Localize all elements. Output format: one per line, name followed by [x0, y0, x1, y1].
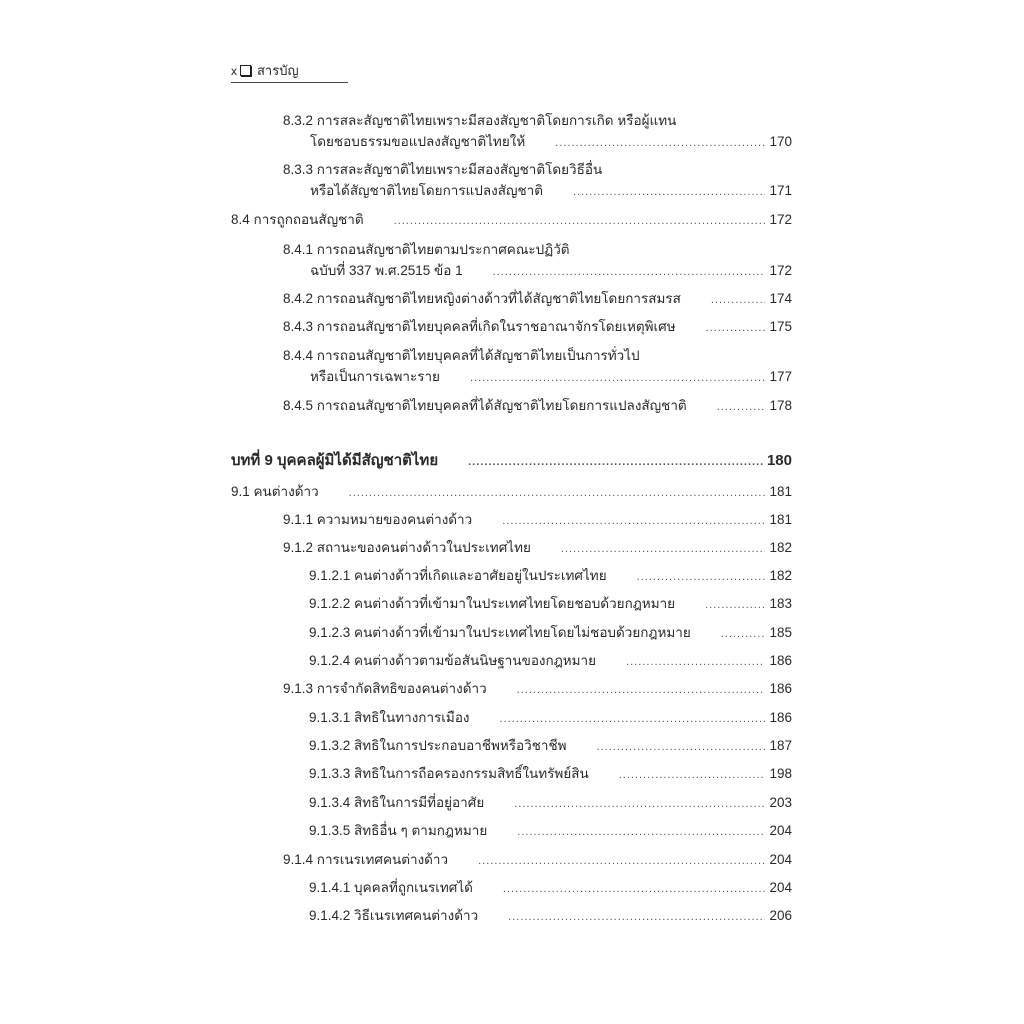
toc-entry-9-1-3-2[interactable]: [309, 737, 792, 756]
leader-dots: [508, 908, 765, 926]
toc-title: 9.1.4.1 บุคคลที่ถูกเนรเทศได้: [309, 880, 473, 895]
toc-line: [231, 483, 792, 502]
leader-dots: [493, 263, 766, 281]
toc-entry-8-4-4[interactable]: [283, 347, 792, 387]
page-number: 182: [769, 540, 792, 555]
toc-entry-9-1-2[interactable]: [283, 539, 792, 558]
leader-dots: [470, 369, 766, 387]
toc-entry-8-4-3[interactable]: [283, 318, 792, 337]
leader-dots: [502, 512, 765, 530]
header-title: สารบัญ: [257, 63, 299, 78]
page-number: 182: [769, 568, 792, 583]
toc-line: [283, 511, 792, 530]
toc-line: [309, 907, 792, 926]
page-number: 172: [769, 263, 792, 278]
toc-line: [283, 368, 792, 387]
toc-line: [231, 211, 792, 230]
toc-entry-8-3-2[interactable]: [283, 112, 792, 152]
leader-dots: [706, 319, 766, 337]
toc-line: [283, 290, 792, 309]
toc-line: [309, 879, 792, 898]
checkbox-square-icon: [240, 65, 251, 76]
toc-entry-9-1-1[interactable]: [283, 511, 792, 530]
leader-dots: [717, 398, 766, 416]
page-number: 204: [769, 823, 792, 838]
toc-line: [283, 680, 792, 699]
toc-line: [283, 397, 792, 416]
running-header: [231, 62, 348, 83]
toc-line: [309, 737, 792, 756]
page-number: 204: [769, 880, 792, 895]
toc-entry-9-1-3-5[interactable]: [309, 822, 792, 841]
toc-line: [283, 347, 792, 365]
toc-entry-9-1-2-2[interactable]: [309, 595, 792, 614]
toc-title: 9.1.3.2 สิทธิในการประกอบอาชีพหรือวิชาชีพ: [309, 738, 567, 753]
toc-title-cont: โดยชอบธรรมขอแปลงสัญชาติไทยให้: [310, 134, 526, 149]
page-number: 186: [769, 653, 792, 668]
toc-title: 9.1.3.4 สิทธิในการมีที่อยู่อาศัย: [309, 795, 485, 810]
leader-dots: [626, 653, 765, 671]
toc-title: 9.1.1 ความหมายของคนต่างด้าว: [283, 512, 473, 527]
leader-dots: [573, 183, 765, 201]
toc-entry-9-1-2-4[interactable]: [309, 652, 792, 671]
leader-dots: [468, 453, 763, 471]
leader-dots: [349, 484, 766, 502]
toc-line: [283, 851, 792, 870]
toc-title: 8.4.3 การถอนสัญชาติไทยบุคคลที่เกิดในราชอาณาจักรโดยเหตุพิเศษ: [283, 319, 676, 334]
toc-line: [283, 539, 792, 558]
toc-entry-9-1-3-4[interactable]: [309, 794, 792, 813]
page-number: 206: [769, 908, 792, 923]
leader-dots: [478, 852, 765, 870]
leader-dots: [597, 738, 766, 756]
toc-entry-8-3-3[interactable]: [283, 161, 792, 201]
page-number: 203: [769, 795, 792, 810]
toc-title: 9.1 คนต่างด้าว: [231, 484, 319, 499]
leader-dots: [517, 823, 765, 841]
page-number: 170: [769, 134, 792, 149]
toc-title: 8.4.4 การถอนสัญชาติไทยบุคคลที่ได้สัญชาติไทยเป็นการทั่วไป: [283, 348, 640, 363]
page-number: 180: [766, 452, 792, 469]
leader-dots: [514, 795, 765, 813]
toc-line: [309, 595, 792, 614]
page-number: 175: [769, 319, 792, 334]
toc-line: [309, 794, 792, 813]
toc-entry-8-4-5[interactable]: [283, 397, 792, 416]
toc-line: [283, 262, 792, 281]
leader-dots: [500, 710, 766, 728]
leader-dots: [711, 291, 766, 309]
leader-dots: [517, 681, 766, 699]
leader-dots: [561, 540, 766, 558]
toc-title: 8.3.3 การสละสัญชาติไทยเพราะมีสองสัญชาติโดยวิธีอื่น: [283, 162, 603, 177]
page-number: 172: [769, 212, 792, 227]
toc-title: 8.4 การถูกถอนสัญชาติ: [231, 212, 364, 227]
toc-line: [283, 182, 792, 201]
page-number: 178: [769, 398, 792, 413]
toc-entry-9-1-4[interactable]: [283, 851, 792, 870]
toc-entry-9-1-3-3[interactable]: [309, 765, 792, 784]
page-number-roman: x: [231, 64, 237, 78]
page-number: 183: [769, 596, 792, 611]
leader-dots: [394, 212, 766, 230]
toc-title-cont: ฉบับที่ 337 พ.ศ.2515 ข้อ 1: [310, 263, 463, 278]
toc-line: [309, 567, 792, 586]
toc-line: [231, 452, 792, 471]
page-number: 177: [769, 369, 792, 384]
toc-title-cont: หรือเป็นการเฉพาะราย: [310, 369, 440, 384]
page-number: 187: [769, 738, 792, 753]
toc-title: 9.1.2.1 คนต่างด้าวที่เกิดและอาศัยอยู่ในประเทศไทย: [309, 568, 607, 583]
leader-dots: [705, 596, 765, 614]
toc-line: [309, 652, 792, 671]
toc-line: [283, 112, 792, 130]
toc-title: 9.1.2.3 คนต่างด้าวที่เข้ามาในประเทศไทยโดยไม่ชอบด้วยกฎหมาย: [309, 625, 691, 640]
toc-entry-8-4[interactable]: [231, 211, 792, 230]
toc-entry-9-1-2-3[interactable]: [309, 624, 792, 643]
toc-title: 9.1.4.2 วิธีเนรเทศคนต่างด้าว: [309, 908, 479, 923]
page-number: 171: [769, 183, 792, 198]
toc-line: [309, 822, 792, 841]
toc-title: 8.4.2 การถอนสัญชาติไทยหญิงต่างด้าวที่ได้สัญชาติไทยโดยการสมรส: [283, 291, 681, 306]
toc-title: 9.1.3.3 สิทธิในการถือครองกรรมสิทธิ์ในทรัพย์สิน: [309, 766, 589, 781]
page-number: 204: [769, 852, 792, 867]
toc-line: [309, 765, 792, 784]
toc-title: 9.1.2.2 คนต่างด้าวที่เข้ามาในประเทศไทยโดยชอบด้วยกฎหมาย: [309, 596, 676, 611]
toc-entry-9-1-3[interactable]: [283, 680, 792, 699]
page-number: 181: [769, 512, 792, 527]
leader-dots: [721, 625, 766, 643]
toc-entry-8-4-2[interactable]: [283, 290, 792, 309]
toc-title-cont: หรือได้สัญชาติไทยโดยการแปลงสัญชาติ: [310, 183, 543, 198]
page-number: 185: [769, 625, 792, 640]
page-number: 174: [769, 291, 792, 306]
toc-title: 9.1.2 สถานะของคนต่างด้าวในประเทศไทย: [283, 540, 531, 555]
toc-entry-9-1-4-2[interactable]: [309, 907, 792, 926]
toc-entry-9-1[interactable]: [231, 483, 792, 502]
toc-entry-8-4-1[interactable]: [283, 241, 792, 281]
toc-title: 9.1.3.1 สิทธิในทางการเมือง: [309, 710, 470, 725]
toc-title: 9.1.3.5 สิทธิอื่น ๆ ตามกฎหมาย: [309, 823, 488, 838]
toc-line: [283, 161, 792, 179]
toc-title: 8.3.2 การสละสัญชาติไทยเพราะมีสองสัญชาติโดยการเกิด หรือผู้แทน: [283, 113, 677, 128]
page-number: 181: [769, 484, 792, 499]
page-number: 198: [769, 766, 792, 781]
toc-line: [309, 624, 792, 643]
page-number: 186: [769, 681, 792, 696]
toc-title: 8.4.1 การถอนสัญชาติไทยตามประกาศคณะปฏิวัติ: [283, 242, 570, 257]
leader-dots: [619, 766, 766, 784]
toc-line: [283, 241, 792, 259]
leader-dots: [637, 568, 766, 586]
toc-title: 9.1.4 การเนรเทศคนต่างด้าว: [283, 852, 449, 867]
page-number: 186: [769, 710, 792, 725]
toc-title: 9.1.2.4 คนต่างด้าวตามข้อสันนิษฐานของกฎหมาย: [309, 653, 597, 668]
toc-entry-9-1-3-1[interactable]: [309, 709, 792, 728]
leader-dots: [555, 134, 765, 152]
toc-entry-9-1-2-1[interactable]: [309, 567, 792, 586]
toc-title: 8.4.5 การถอนสัญชาติไทยบุคคลที่ได้สัญชาติไทยโดยการแปลงสัญชาติ: [283, 398, 687, 413]
toc-line: [283, 318, 792, 337]
toc-line: [309, 709, 792, 728]
toc-entry-9-1-4-1[interactable]: [309, 879, 792, 898]
toc-entry-chapter-9[interactable]: [231, 452, 792, 471]
leader-dots: [503, 880, 766, 898]
toc-title: 9.1.3 การจำกัดสิทธิของคนต่างด้าว: [283, 681, 487, 696]
toc-line: [283, 133, 792, 152]
chapter-title: บทที่ 9 บุคคลผู้มิได้มีสัญชาติไทย: [231, 452, 439, 469]
